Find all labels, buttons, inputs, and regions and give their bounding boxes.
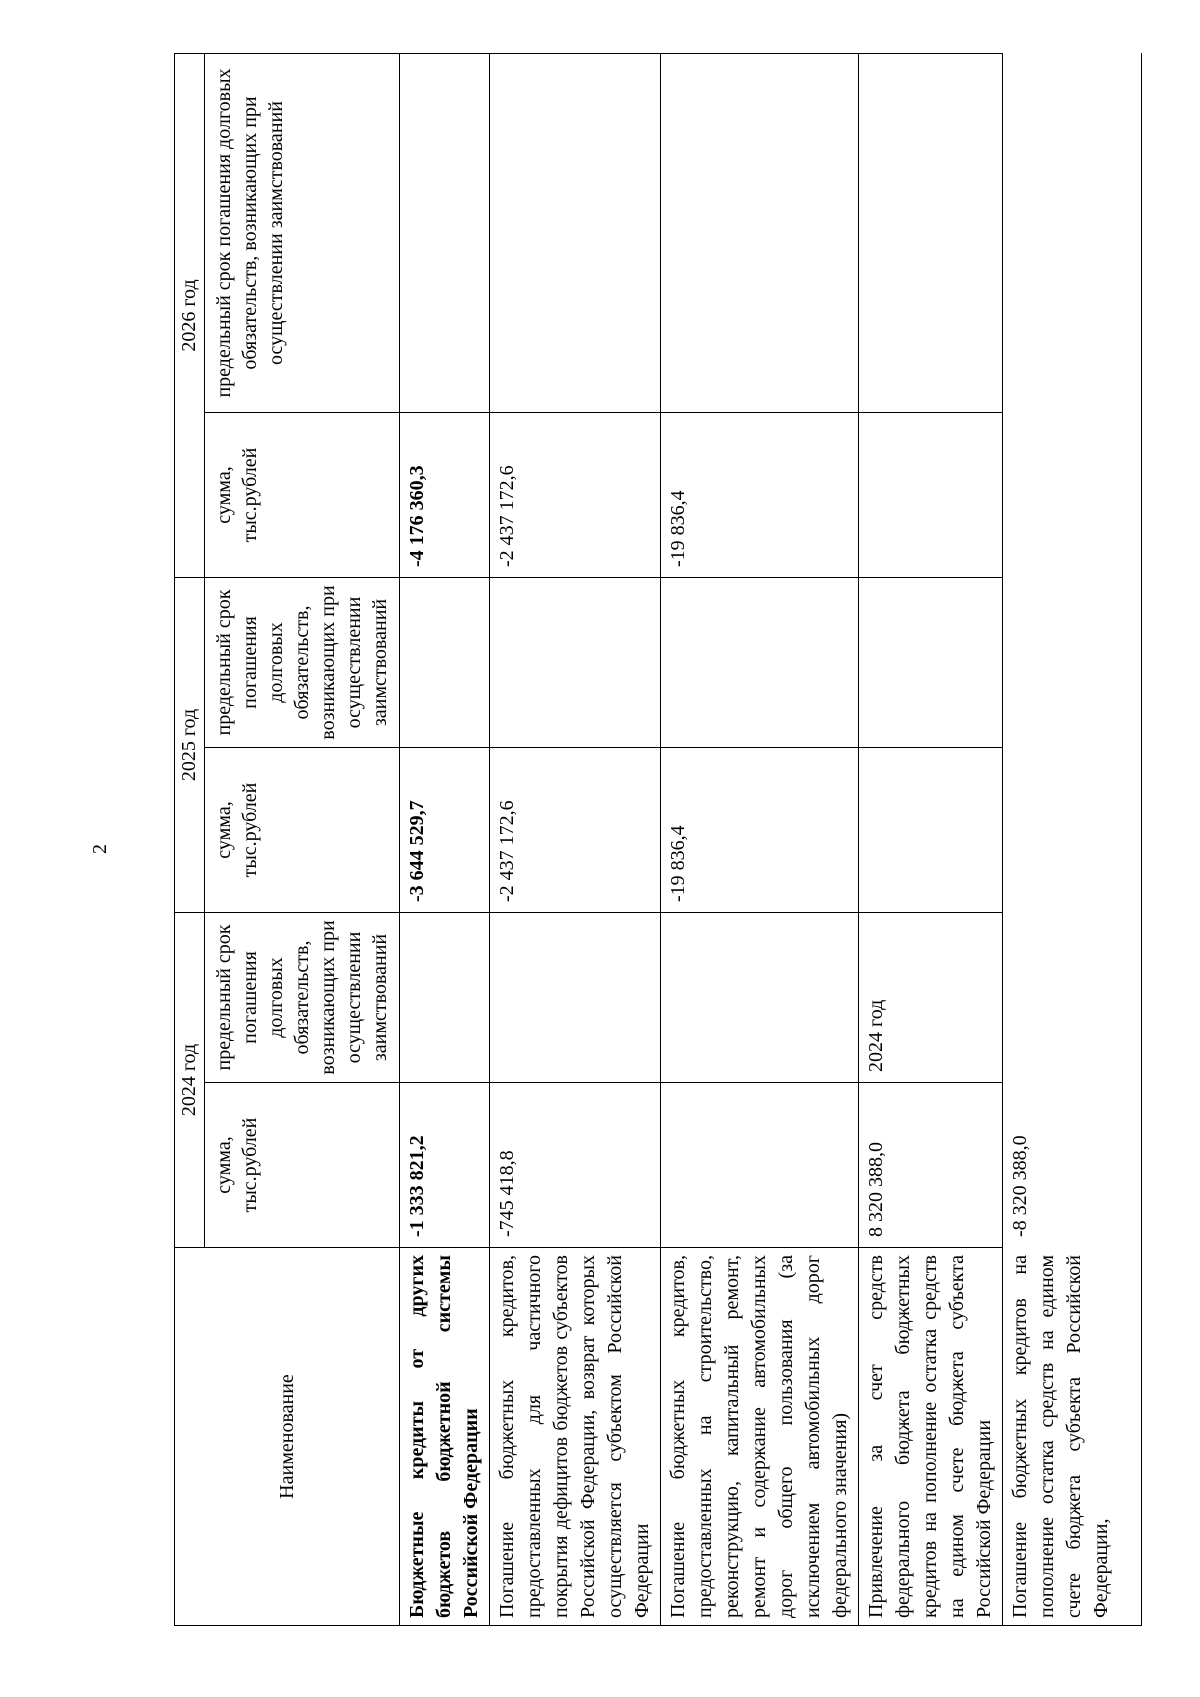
borrowing-table: [174, 53, 1142, 1626]
term-header-2026: предельный срок погашения долговых обязательств, возникающих при осуществлении заимствований: [205, 54, 400, 413]
year-header-2026: 2026 год: [175, 54, 205, 578]
term-2024-cell: [490, 913, 661, 1083]
sum-2024-cell: -1 333 821,2: [400, 1083, 490, 1248]
page-number: 2: [89, 844, 111, 854]
term-2025-cell: [400, 578, 490, 748]
table-row: [859, 54, 1003, 1626]
term-2025-cell: [490, 578, 661, 748]
term-2025-cell: [1003, 578, 1142, 748]
sum-2024-cell: 8 320 388,0: [859, 1083, 1003, 1248]
sum-2024-cell: -745 418,8: [490, 1083, 661, 1248]
sum-2024-cell: [661, 1083, 859, 1248]
sum-2025-cell: [1003, 748, 1142, 913]
sum-2025-cell: -3 644 529,7: [400, 748, 490, 913]
row-name: Погашение бюджетных кредитов, предоставленных для частичного покрытия дефицитов бюджетов субъектов Российской Федерации, возврат которых осуществляется субъектом Российской Федерации: [490, 1248, 661, 1626]
term-2026-cell: [400, 54, 490, 413]
term-2025-cell: [661, 578, 859, 748]
term-2025-cell: [859, 578, 1003, 748]
rotated-table-container: [174, 54, 1112, 1626]
table-row: [1003, 54, 1142, 1626]
term-header-2025: предельный срок погашения долговых обязательств, возникающих при осуществлении заимствований: [205, 578, 400, 748]
sum-header-2024: сумма, тыс.рублей: [205, 1083, 400, 1248]
table-row: [661, 54, 859, 1626]
row-name: Привлечение за счет средств федерального бюджета бюджетных кредитов на пополнение остатка средств на едином счете бюджета субъекта Российской Федерации: [859, 1248, 1003, 1626]
row-name: Погашение бюджетных кредитов на пополнение остатка средств на едином счете бюджета субъекта Российской Федерации,: [1003, 1248, 1142, 1626]
header-row-years: [175, 54, 205, 1626]
sum-header-2025: сумма, тыс.рублей: [205, 748, 400, 913]
name-column-header: Наименование: [175, 1248, 400, 1626]
term-2026-cell: [1003, 54, 1142, 413]
sum-header-2026: сумма, тыс.рублей: [205, 413, 400, 578]
sum-2026-cell: [859, 413, 1003, 578]
sum-2025-cell: -19 836,4: [661, 748, 859, 913]
row-name: Бюджетные кредиты от других бюджетов бюджетной системы Российской Федерации: [400, 1248, 490, 1626]
term-2026-cell: [490, 54, 661, 413]
term-2026-cell: [859, 54, 1003, 413]
term-2024-cell: [661, 913, 859, 1083]
table-row: [400, 54, 490, 1626]
sum-2026-cell: -2 437 172,6: [490, 413, 661, 578]
sum-2024-cell: -8 320 388,0: [1003, 1083, 1142, 1248]
term-2026-cell: [661, 54, 859, 413]
sum-2026-cell: [1003, 413, 1142, 578]
term-2024-cell: [1003, 913, 1142, 1083]
sum-2026-cell: -4 176 360,3: [400, 413, 490, 578]
sum-2026-cell: -19 836,4: [661, 413, 859, 578]
sum-2025-cell: -2 437 172,6: [490, 748, 661, 913]
term-2024-cell: 2024 год: [859, 913, 1003, 1083]
term-2024-cell: [400, 913, 490, 1083]
year-header-2024: 2024 год: [175, 913, 205, 1248]
term-header-2024: предельный срок погашения долговых обязательств, возникающих при осуществлении заимствований: [205, 913, 400, 1083]
row-name: Погашение бюджетных кредитов, предоставленных на строительство, реконструкцию, капитальный ремонт, ремонт и содержание автомобильных дорог общего пользования (за исключением автомобильных дорог федерального значения): [661, 1248, 859, 1626]
table-row: [490, 54, 661, 1626]
sum-2025-cell: [859, 748, 1003, 913]
year-header-2025: 2025 год: [175, 578, 205, 913]
